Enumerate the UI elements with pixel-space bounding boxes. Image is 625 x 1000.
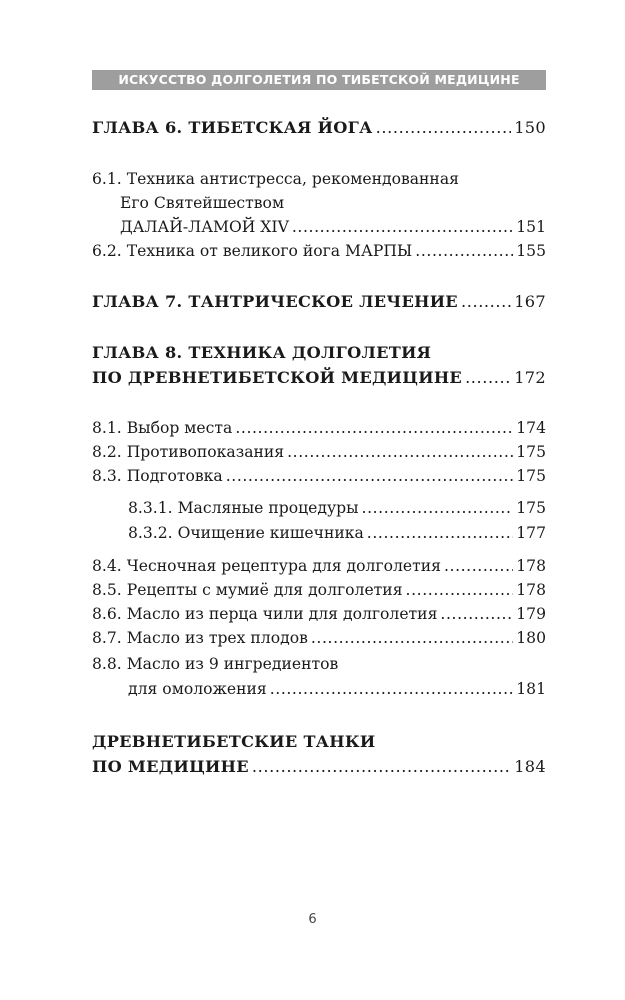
toc-page-number: 178 [516, 557, 546, 575]
toc-entry-label: 8.3.1. Масляные процедуры [128, 499, 359, 517]
toc-entry-8-3[interactable] [92, 467, 546, 493]
toc-entry-8-5[interactable] [92, 581, 546, 607]
toc-page-number: 175 [516, 499, 546, 517]
toc-entry-tanki-line1[interactable] [92, 732, 546, 758]
leader-dots [440, 605, 513, 623]
toc-page-number: 150 [514, 118, 546, 137]
toc-entry-label: 8.6. Масло из перца чили для долголетия [92, 605, 438, 623]
toc-entry-8-8-line1[interactable] [92, 655, 546, 681]
toc-entry-label: ГЛАВА 8. ТЕХНИКА ДОЛГОЛЕТИЯ [92, 343, 432, 362]
toc-entry-label: ДРЕВНЕТИБЕТСКИЕ ТАНКИ [92, 732, 376, 751]
toc-page-number: 180 [516, 629, 546, 647]
leader-dots [292, 218, 513, 236]
page-number: 6 [308, 912, 317, 927]
leader-dots [270, 680, 514, 698]
leader-dots [367, 524, 513, 542]
toc-page-number: 175 [516, 467, 546, 485]
running-header: ИСКУССТВО ДОЛГОЛЕТИЯ ПО ТИБЕТСКОЙ МЕДИЦИНЕ [92, 70, 546, 90]
toc-entry-label: 6.2. Техника от великого йога МАРПЫ [92, 242, 413, 260]
toc-page-number: 179 [516, 605, 546, 623]
toc-entry-8-8[interactable] [128, 680, 546, 706]
toc-entry-label: 8.3.2. Очищение кишечника [128, 524, 364, 542]
leader-dots [415, 242, 513, 260]
toc-entry-6-1-line2[interactable] [120, 194, 546, 220]
toc-entry-label: Его Святейшеством [120, 194, 285, 212]
toc-page-number: 178 [516, 581, 546, 599]
toc-page-number: 167 [514, 292, 546, 311]
toc-entry-chapter-6[interactable] [92, 118, 546, 144]
leader-dots [235, 419, 513, 437]
toc-entry-8-3-1[interactable] [128, 499, 546, 525]
toc-page-number: 151 [516, 218, 546, 236]
leader-dots [444, 557, 513, 575]
toc-entry-label: 8.3. Подготовка [92, 467, 223, 485]
toc-page-number: 184 [514, 757, 546, 776]
toc-entry-label: 8.1. Выбор места [92, 419, 233, 437]
toc-entry-label: ГЛАВА 6. ТИБЕТСКАЯ ЙОГА [92, 118, 373, 137]
toc-entry-8-2[interactable] [92, 443, 546, 469]
toc-entry-chapter-8-line1[interactable] [92, 343, 546, 369]
toc-entry-label: 8.2. Противопоказания [92, 443, 285, 461]
toc-entry-label: ПО ДРЕВНЕТИБЕТСКОЙ МЕДИЦИНЕ [92, 368, 463, 387]
toc-entry-label: для омоложения [128, 680, 267, 698]
leader-dots [252, 757, 511, 776]
toc-entry-8-7[interactable] [92, 629, 546, 655]
toc-entry-6-1-line1[interactable] [92, 170, 546, 196]
toc-entry-6-2[interactable] [92, 242, 546, 268]
toc-entry-tanki[interactable] [92, 757, 546, 783]
leader-dots [226, 467, 514, 485]
toc-entry-label: 6.1. Техника антистресса, рекомендованная [92, 170, 459, 188]
toc-entry-label: 8.5. Рецепты с мумиё для долголетия [92, 581, 403, 599]
toc-entry-6-1[interactable] [120, 218, 546, 244]
leader-dots [406, 581, 514, 599]
toc-entry-chapter-8[interactable] [92, 368, 546, 394]
toc-entry-chapter-7[interactable] [92, 292, 546, 318]
toc-entry-label: 8.8. Масло из 9 ингредиентов [92, 655, 339, 673]
toc-entry-label: 8.7. Масло из трех плодов [92, 629, 308, 647]
leader-dots [376, 118, 512, 137]
leader-dots [465, 368, 511, 387]
toc-page-number: 174 [516, 419, 546, 437]
toc-entry-8-1[interactable] [92, 419, 546, 445]
leader-dots [311, 629, 513, 647]
toc-page-number: 175 [516, 443, 546, 461]
toc-entry-label: ДАЛАЙ-ЛАМОЙ XIV [120, 218, 289, 236]
toc-page-number: 177 [516, 524, 546, 542]
toc-entry-label: ПО МЕДИЦИНЕ [92, 757, 249, 776]
toc-entry-label: 8.4. Чесночная рецептура для долголетия [92, 557, 441, 575]
toc-page-number: 155 [516, 242, 546, 260]
toc-entry-label: ГЛАВА 7. ТАНТРИЧЕСКОЕ ЛЕЧЕНИЕ [92, 292, 458, 311]
leader-dots [287, 443, 513, 461]
toc-page-number: 172 [514, 368, 546, 387]
toc-page-number: 181 [516, 680, 546, 698]
leader-dots [362, 499, 514, 517]
toc-entry-8-4[interactable] [92, 557, 546, 583]
leader-dots [461, 292, 511, 311]
toc-entry-8-3-2[interactable] [128, 524, 546, 550]
toc-entry-8-6[interactable] [92, 605, 546, 631]
